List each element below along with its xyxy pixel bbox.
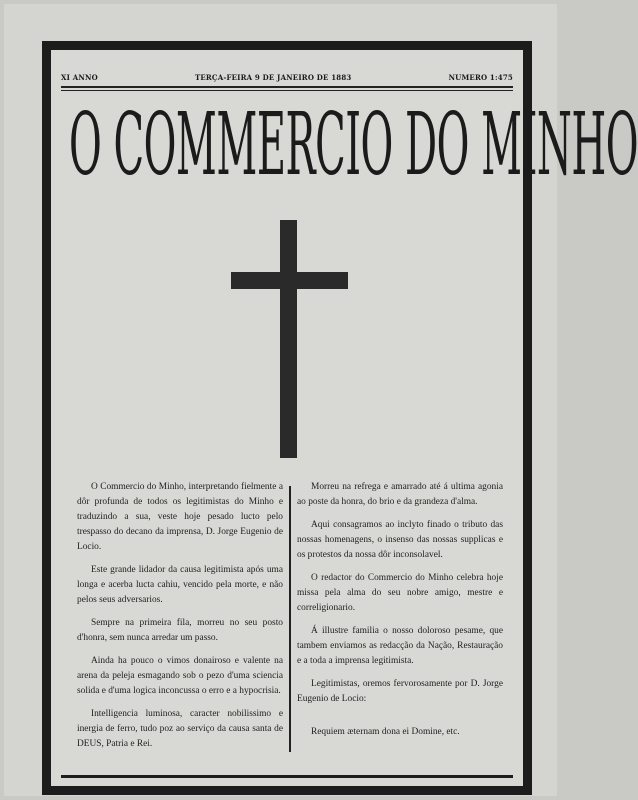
left-column xyxy=(71,480,289,780)
year-label: XI ANNO xyxy=(61,72,98,82)
date-label: TERÇA-FEIRA 9 DE JANEIRO DE 1883 xyxy=(194,72,352,82)
cross-vertical-bar xyxy=(280,220,297,458)
paragraph: Morreu na refrega e amarrado até á ultima agonia ao poste da honra, do brio e da grandeza d'alma. xyxy=(297,482,503,507)
closing-prayer: Requiem æternam dona ei Domine, etc. xyxy=(311,727,460,737)
mourning-border-frame xyxy=(42,41,638,795)
paragraph: Ainda ha pouco o vimos donairoso e valente na arena da peleja esmagando sob o pezo d'uma sciencia solida e d'uma logica inconcussa o erro e a hypocrisia. xyxy=(77,656,283,696)
mourning-cross xyxy=(51,220,523,458)
paragraph: O redactor do Commercio do Minho celebra hoje missa pela alma do seu nobre amigo, mestre e correligionario. xyxy=(297,573,503,613)
issue-number-label: NUMERO 1:475 xyxy=(448,72,513,82)
paragraph: O Commercio do Minho, interpretando fielmente a dôr profunda de todos os legitimistas do Minho e traduzindo a sua, veste hoje pesado lucto pelo trespasso do decano da imprensa, D. Jorge Eugenio de Locio. xyxy=(77,482,283,552)
paragraph: Intelligencia luminosa, caracter nobilissimo e inergia de ferro, tudo poz ao serviço da causa santa de DEUS, Patria e Rei. xyxy=(77,709,283,749)
bottom-rule xyxy=(61,775,513,778)
paragraph: Sempre na primeira fila, morreu no seu posto d'honra, sem nunca arredar um passo. xyxy=(77,618,283,643)
newspaper-sheet xyxy=(4,4,638,796)
paragraph: Este grande lidador da causa legitimista após uma longa e acerba lucta cahiu, vencido pela morte, e não pelos seus adversarios. xyxy=(77,565,283,605)
article-columns xyxy=(71,480,509,780)
paragraph: Legitimistas, oremos fervorosamente por D. Jorge Eugenio de Locio: xyxy=(297,679,503,704)
paragraph: Á illustre familia o nosso doloroso pesame, que tambem enviamos as redacção da Nação, Restauração e a toda a imprensa legitimista. xyxy=(297,626,503,666)
paragraph: Aqui consagramos ao inclyto finado o tributo das nossas homenagens, o insenso das nossas supplicas e os protestos da nossa dôr inconsolavel. xyxy=(297,520,503,560)
cross-horizontal-bar xyxy=(231,272,348,289)
right-column xyxy=(291,480,509,780)
newspaper-title: O COMMERCIO DO MINHO xyxy=(69,96,638,196)
